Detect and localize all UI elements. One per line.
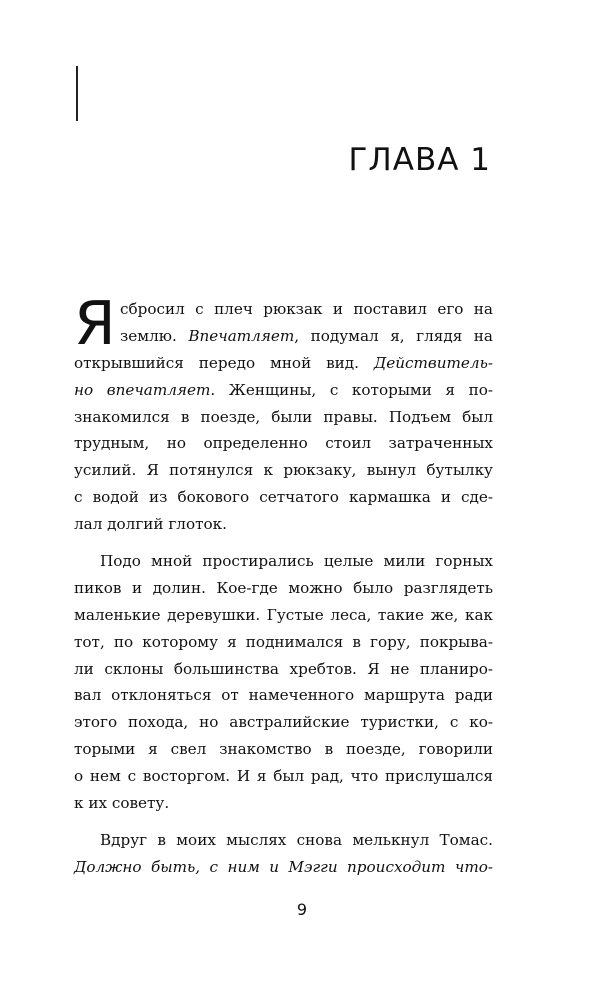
text-span: , подумал я, глядя на bbox=[294, 326, 493, 345]
margin-rule bbox=[76, 66, 78, 121]
text-line: пиков и долин. Кое-где можно было разглядеть bbox=[74, 578, 493, 597]
text-line bbox=[74, 377, 493, 404]
chapter-title: ГЛАВА 1 bbox=[348, 142, 491, 178]
text-line: лал долгий глоток. bbox=[74, 515, 227, 534]
text-line bbox=[74, 854, 493, 881]
text-span: сбросил с плеч рюкзак и поставил его на bbox=[120, 300, 493, 318]
paragraph-gap bbox=[74, 538, 493, 548]
paragraph-gap bbox=[74, 817, 493, 827]
text-line: трудным, но определенно стоил затраченных bbox=[74, 434, 493, 453]
italic-span: Впечатляет bbox=[188, 326, 295, 345]
text-span: . Женщины, с которыми я по- bbox=[210, 380, 493, 399]
text-line: к их совету. bbox=[74, 794, 170, 813]
italic-span: но впечатляет bbox=[74, 380, 211, 399]
body-text bbox=[74, 289, 493, 881]
drop-cap-lines bbox=[120, 296, 493, 350]
text-line: тот, по которому я поднимался в гору, покрыва- bbox=[74, 632, 493, 651]
text-line: с водой из бокового сетчатого кармашка и сде- bbox=[74, 488, 493, 507]
text-line: вал отклоняться от намеченного маршрута ради bbox=[74, 686, 493, 705]
italic-span: Должно быть, с ним и Мэгги происходит что- bbox=[74, 857, 493, 876]
text-span: открывшийся передо мной вид. bbox=[74, 353, 374, 372]
text-span: землю. bbox=[120, 326, 189, 345]
text-line: знакомился в поезде, были правы. Подъем был bbox=[74, 407, 493, 426]
text-line: маленькие деревушки. Густые леса, такие же, как bbox=[74, 605, 493, 624]
paragraph-1-opening bbox=[74, 289, 493, 359]
text-line: Вдруг в моих мыслях снова мелькнул Томас. bbox=[100, 830, 493, 849]
text-line: этого похода, но австралийские туристки, с ко- bbox=[74, 713, 493, 732]
text-line: усилий. Я потянулся к рюкзаку, вынул бутылку bbox=[74, 461, 493, 480]
text-line: ли склоны большинства хребтов. Я не планиро- bbox=[74, 659, 493, 678]
text-line: торыми я свел знакомство в поезде, говорили bbox=[74, 740, 493, 759]
text-line: о нем с восторгом. И я был рад, что прислушался bbox=[74, 767, 493, 786]
text-line bbox=[120, 296, 493, 323]
text-line bbox=[120, 323, 493, 350]
page-number: 9 bbox=[296, 900, 308, 919]
text-line: Подо мной простирались целые мили горных bbox=[100, 552, 493, 571]
text-line bbox=[74, 350, 493, 377]
drop-cap: Я bbox=[74, 289, 116, 359]
italic-span: Действитель- bbox=[373, 353, 493, 372]
